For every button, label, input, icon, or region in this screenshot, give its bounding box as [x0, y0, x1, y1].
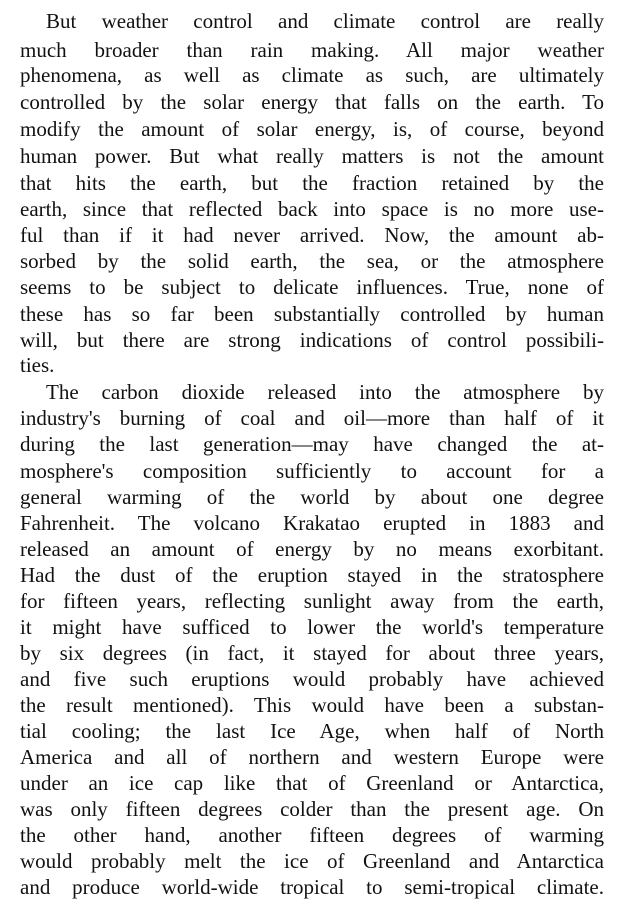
text-line: would probably melt the ice of Greenland and Antarctica [20, 849, 604, 873]
text-line: was only fifteen degrees colder than the present age. On [20, 797, 604, 821]
text-line: human power. But what really matters is not the amount [20, 144, 604, 168]
text-line: and five such eruptions would probably have achieved [20, 667, 604, 691]
text-line: ful than if it had never arrived. Now, the amount ab- [20, 223, 604, 247]
text-line: will, but there are strong indications of control possibili- [20, 328, 604, 352]
text-line: general warming of the world by about one degree [20, 485, 604, 509]
text-line: modify the amount of solar energy, is, of course, beyond [20, 117, 604, 141]
text-line: But weather control and climate control are really [46, 9, 604, 33]
text-line: earth, since that reflected back into space is no more use- [20, 197, 604, 221]
text-line: sorbed by the solid earth, the sea, or the atmosphere [20, 249, 604, 273]
text-line: The carbon dioxide released into the atmosphere by [46, 380, 604, 404]
text-line: much broader than rain making. All major weather [20, 38, 604, 62]
text-line: industry's burning of coal and oil—more than half of it [20, 406, 604, 430]
text-line: it might have sufficed to lower the world's temperature [20, 615, 604, 639]
text-line: mosphere's composition sufficiently to account for a [20, 459, 604, 483]
text-line: released an amount of energy by no means exorbitant. [20, 537, 604, 561]
text-line: the other hand, another fifteen degrees of warming [20, 823, 604, 847]
text-line: by six degrees (in fact, it stayed for about three years, [20, 641, 604, 665]
text-line: seems to be subject to delicate influences. True, none of [20, 275, 604, 299]
text-line: during the last generation—may have changed the at- [20, 432, 604, 456]
text-line: these has so far been substantially controlled by human [20, 302, 604, 326]
text-line: and produce world-wide tropical to semi-tropical climate. [20, 875, 604, 899]
text-line: controlled by the solar energy that falls on the earth. To [20, 90, 604, 114]
text-line: that hits the earth, but the fraction retained by the [20, 171, 604, 195]
text-line: Had the dust of the eruption stayed in the stratosphere [20, 563, 604, 587]
text-line: the result mentioned). This would have been a substan- [20, 693, 604, 717]
text-line: tial cooling; the last Ice Age, when half of North [20, 719, 604, 743]
text-line: ties. [20, 353, 55, 377]
text-line: phenomena, as well as climate as such, are ultimately [20, 63, 604, 87]
text-line: for fifteen years, reflecting sunlight away from the earth, [20, 589, 604, 613]
text-line: America and all of northern and western Europe were [20, 745, 604, 769]
text-line: under an ice cap like that of Greenland or Antarctica, [20, 771, 604, 795]
text-line: Fahrenheit. The volcano Krakatao erupted in 1883 and [20, 511, 604, 535]
